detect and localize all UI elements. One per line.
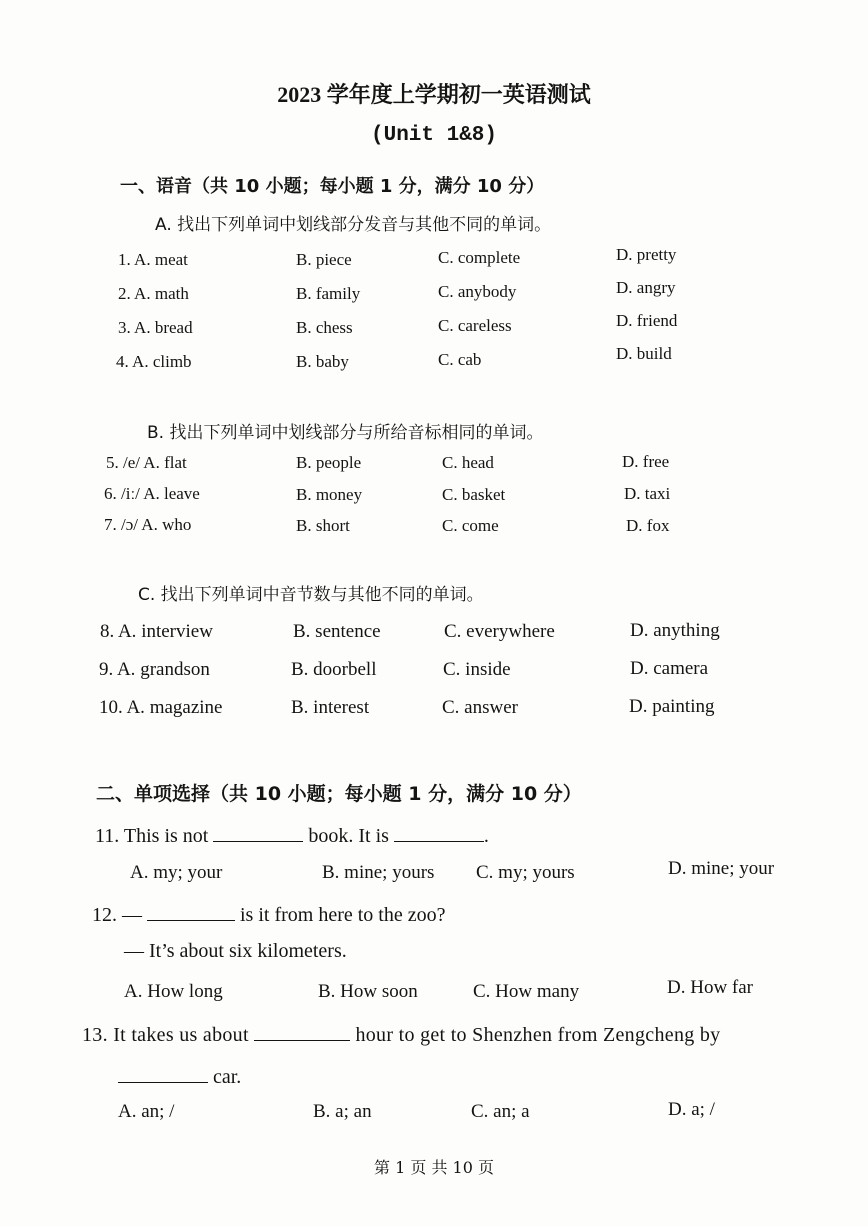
section1-heading: 一、语音（共 10 小题；每小题 1 分，满分 10 分）: [120, 176, 545, 197]
option-b: B. sentence: [293, 621, 381, 642]
option-d: D. pretty: [616, 245, 677, 264]
question-12-line2: — It’s about six kilometers.: [124, 940, 347, 962]
partC-instruction: C. 找出下列单词中音节数与其他不同的单词。: [138, 585, 484, 605]
option-b: B. baby: [296, 352, 349, 371]
option-c: C. anybody: [438, 282, 517, 301]
question-row: 2. A. math: [118, 284, 189, 303]
option-c: C. come: [442, 516, 499, 535]
option-d: D. build: [616, 344, 672, 363]
option-c: C. an; a: [471, 1101, 530, 1122]
option-d: D. painting: [629, 696, 715, 717]
option-d: D. fox: [626, 516, 670, 535]
question-13: 13. It takes us about hour to get to Shenzhen from Zengcheng by: [82, 1020, 720, 1047]
partB-instruction: B. 找出下列单词中划线部分与所给音标相同的单词。: [147, 423, 544, 443]
option-d: D. free: [622, 452, 670, 471]
question-12: 12. — is it from here to the zoo?: [92, 900, 446, 927]
option-c: C. everywhere: [444, 621, 555, 642]
page-subtitle: (Unit 1&8): [370, 124, 498, 147]
question-row: 5. /e/ A. flat: [106, 453, 187, 472]
option-c: C. cab: [438, 350, 482, 369]
option-b: B. family: [296, 284, 361, 303]
option-c: C. inside: [443, 659, 511, 680]
option-d: D. a; /: [668, 1099, 715, 1120]
question-row: 3. A. bread: [118, 318, 193, 337]
answer-blank: [118, 1062, 208, 1083]
option-d: D. mine; your: [668, 858, 775, 879]
option-d: D. camera: [630, 658, 709, 679]
page-footer: 第 1 页 共 10 页: [374, 1158, 494, 1177]
partA-instruction: A. 找出下列单词中划线部分发音与其他不同的单词。: [155, 215, 552, 235]
question-row: 7. /ɔ/ A. who: [104, 515, 192, 534]
option-b: B. mine; yours: [322, 862, 435, 883]
question-row: 6. /iː/ A. leave: [104, 484, 200, 503]
question-13-line2: car.: [118, 1062, 241, 1089]
option-b: B. a; an: [313, 1101, 372, 1122]
option-b: B. short: [296, 516, 350, 535]
answer-blank: [213, 821, 303, 842]
option-d: D. angry: [616, 278, 676, 297]
answer-blank: [254, 1020, 350, 1041]
option-b: B. chess: [296, 318, 353, 337]
option-d: D. How far: [667, 977, 754, 998]
option-c: C. careless: [438, 316, 512, 335]
option-b: B. people: [296, 453, 362, 472]
option-b: B. piece: [296, 250, 352, 269]
option-c: C. How many: [473, 981, 580, 1002]
question-row: 1. A. meat: [118, 250, 188, 269]
answer-blank: [394, 821, 484, 842]
option-c: C. basket: [442, 485, 506, 504]
option-d: D. anything: [630, 620, 720, 641]
page-title: 2023 学年度上学期初一英语测试: [277, 82, 591, 107]
question-row: 4. A. climb: [116, 352, 192, 371]
option-a: A. my; your: [130, 862, 223, 883]
option-c: C. answer: [442, 697, 518, 718]
option-d: D. friend: [616, 311, 678, 330]
answer-blank: [147, 900, 235, 921]
question-row: 8. A. interview: [100, 621, 213, 642]
option-c: C. complete: [438, 248, 521, 267]
option-b: B. interest: [291, 697, 370, 718]
question-row: 10. A. magazine: [99, 697, 223, 718]
section2-heading: 二、单项选择（共 10 小题；每小题 1 分，满分 10 分）: [96, 783, 582, 805]
option-d: D. taxi: [624, 484, 671, 503]
option-c: C. my; yours: [476, 862, 575, 883]
question-row: 9. A. grandson: [99, 659, 210, 680]
option-b: B. doorbell: [291, 659, 377, 680]
question-11: 11. This is not book. It is .: [95, 821, 489, 848]
option-a: A. How long: [124, 981, 223, 1002]
option-b: B. How soon: [318, 981, 418, 1002]
option-b: B. money: [296, 485, 363, 504]
option-a: A. an; /: [118, 1101, 175, 1122]
option-c: C. head: [442, 453, 494, 472]
